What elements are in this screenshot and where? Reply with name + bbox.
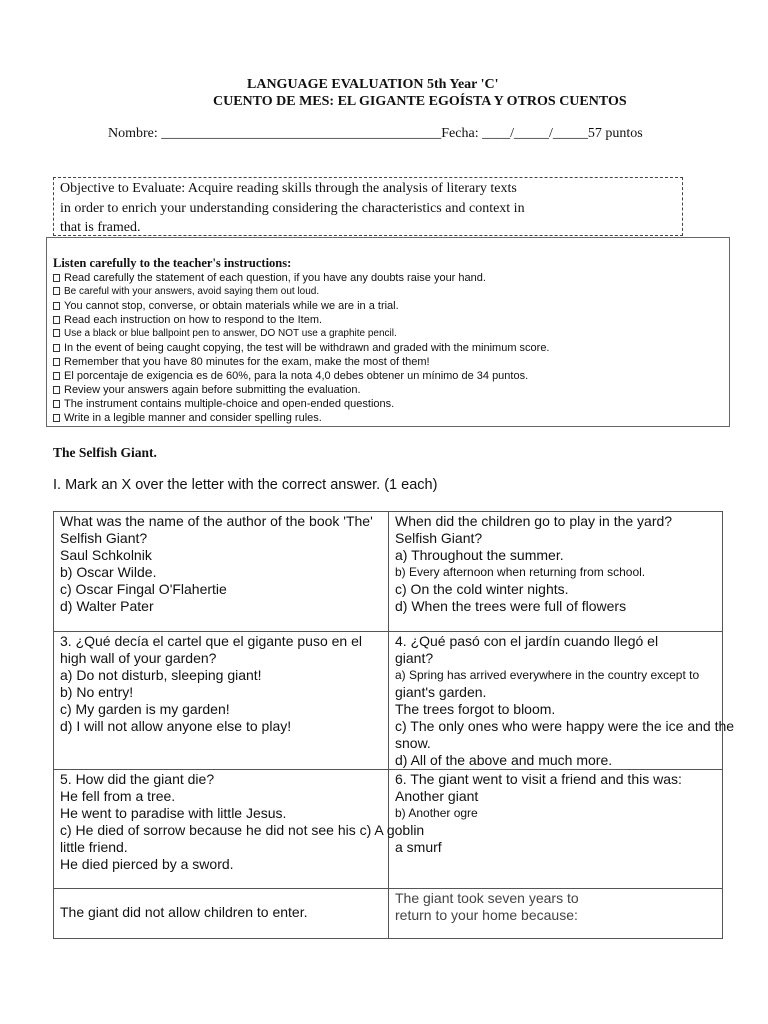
checkbox-icon [53, 302, 60, 310]
question-text: Selfish Giant? [60, 530, 148, 546]
question-cell-6 [389, 770, 723, 889]
checkbox-icon [53, 372, 60, 380]
instruction-item: You cannot stop, converse, or obtain materials while we are in a trial. [53, 299, 723, 313]
checkbox-icon [53, 316, 60, 324]
question-cell-8 [389, 889, 723, 939]
question-text: The giant took seven years to [395, 890, 579, 906]
instruction-item: Remember that you have 80 minutes for the exam, make the most of them! [53, 355, 723, 369]
question-text: giant? [395, 650, 434, 666]
checkbox-icon [53, 358, 60, 366]
answer-option[interactable]: c) He died of sorrow because he did not see his c) A goblin [60, 822, 425, 838]
answer-option[interactable]: c) The only ones who were happy were the ice and the [395, 718, 735, 734]
question-cell-4 [389, 632, 735, 770]
question-text: 6. The giant went to visit a friend and this was: [395, 771, 682, 787]
question-text: When did the children go to play in the yard? [395, 513, 673, 529]
story-title: The Selfish Giant. [53, 445, 157, 460]
answer-option[interactable]: Another giant [395, 788, 479, 804]
answer-option[interactable]: little friend. [60, 839, 128, 855]
instruction-item: Review your answers again before submitting the evaluation. [53, 383, 723, 397]
question-cell-1 [54, 512, 389, 632]
question-text: 5. How did the giant die? [60, 771, 215, 787]
instruction-item: El porcentaje de exigencia es de 60%, para la nota 4,0 debes obtener un mínimo de 34 puntos. [53, 369, 723, 383]
answer-option[interactable]: d) I will not allow anyone else to play! [60, 718, 292, 734]
table-row [54, 770, 723, 889]
question-cell-7 [54, 889, 389, 939]
table-row [54, 512, 723, 632]
question-cell-2 [389, 512, 723, 632]
instruction-item: Read carefully the statement of each question, if you have any doubts raise your hand. [53, 271, 723, 285]
table-row [54, 889, 723, 939]
name-date-line: Nombre: ________________________________________Fecha: ____/_____/_____57 puntos [108, 126, 643, 141]
question-text: return to your home because: [395, 907, 578, 923]
answer-option[interactable]: a) Do not disturb, sleeping giant! [60, 667, 262, 683]
table-row [54, 632, 723, 770]
answer-option[interactable]: d) All of the above and much more. [395, 752, 613, 768]
question-text: 4. ¿Qué pasó con el jardín cuando llegó el [395, 633, 659, 649]
checkbox-icon [53, 386, 60, 394]
objective-line: Objective to Evaluate: Acquire reading skills through the analysis of literary texts [60, 181, 517, 196]
evaluation-subtitle: CUENTO DE MES: EL GIGANTE EGOÍSTA Y OTROS CUENTOS [213, 94, 627, 109]
answer-option[interactable]: The trees forgot to bloom. [395, 701, 556, 717]
checkbox-icon [53, 414, 60, 422]
answer-option[interactable]: a) Spring has arrived everywhere in the country except to [395, 668, 700, 682]
instructions-heading: Listen carefully to the teacher's instructions: [53, 256, 292, 270]
instruction-item: In the event of being caught copying, the test will be withdrawn and graded with the minimum score. [53, 341, 723, 355]
checkbox-icon [53, 287, 60, 295]
question-text: What was the name of the author of the book 'The' [60, 513, 373, 529]
checkbox-icon [53, 329, 60, 337]
question-text: Selfish Giant? [395, 530, 483, 546]
instruction-item: Be careful with your answers, avoid saying them out loud. [53, 285, 723, 299]
objective-line: in order to enrich your understanding considering the characteristics and context in [60, 200, 525, 216]
answer-option[interactable]: He went to paradise with little Jesus. [60, 805, 287, 821]
answer-option[interactable]: b) Every afternoon when returning from school. [395, 565, 646, 579]
answer-option[interactable]: b) Oscar Wilde. [60, 564, 157, 580]
objective-line: that is framed. [60, 220, 141, 235]
answer-option[interactable]: He died pierced by a sword. [60, 856, 234, 872]
instruction-item: Write in a legible manner and consider spelling rules. [53, 411, 723, 425]
instruction-item: The instrument contains multiple-choice and open-ended questions. [53, 397, 723, 411]
checkbox-icon [53, 344, 60, 352]
answer-option[interactable]: d) Walter Pater [60, 598, 154, 614]
answer-option[interactable]: c) On the cold winter nights. [395, 581, 569, 597]
answer-option[interactable]: c) Oscar Fingal O'Flahertie [60, 581, 227, 597]
instruction-item: Use a black or blue ballpoint pen to answer, DO NOT use a graphite pencil. [53, 327, 723, 341]
answer-option-spacer [395, 822, 716, 839]
question-cell-3 [54, 632, 389, 770]
instructions-box [46, 237, 730, 427]
checkbox-icon [53, 400, 60, 408]
answer-option[interactable]: b) Another ogre [395, 806, 478, 820]
question-text: The giant did not allow children to enter. [60, 904, 308, 920]
answer-option[interactable]: snow. [395, 735, 431, 751]
answer-option[interactable]: a smurf [395, 839, 442, 855]
objective-box [53, 177, 683, 236]
answer-option[interactable]: c) My garden is my garden! [60, 701, 230, 717]
evaluation-title: LANGUAGE EVALUATION 5th Year 'C' [247, 77, 499, 92]
answer-option[interactable]: b) No entry! [60, 684, 134, 700]
answer-option[interactable]: d) When the trees were full of flowers [395, 598, 627, 614]
question-text: high wall of your garden? [60, 650, 217, 666]
question-text: 3. ¿Qué decía el cartel que el gigante puso en el [60, 633, 362, 649]
questions-table [53, 511, 735, 939]
checkbox-icon [53, 274, 60, 282]
answer-option[interactable]: a) Throughout the summer. [395, 547, 564, 563]
answer-option[interactable]: He fell from a tree. [60, 788, 176, 804]
instruction-item: Read each instruction on how to respond to the Item. [53, 313, 723, 327]
answer-option[interactable]: Saul Schkolnik [60, 547, 152, 563]
section-instruction: I. Mark an X over the letter with the correct answer. (1 each) [53, 477, 438, 493]
answer-option[interactable]: giant's garden. [395, 684, 487, 700]
